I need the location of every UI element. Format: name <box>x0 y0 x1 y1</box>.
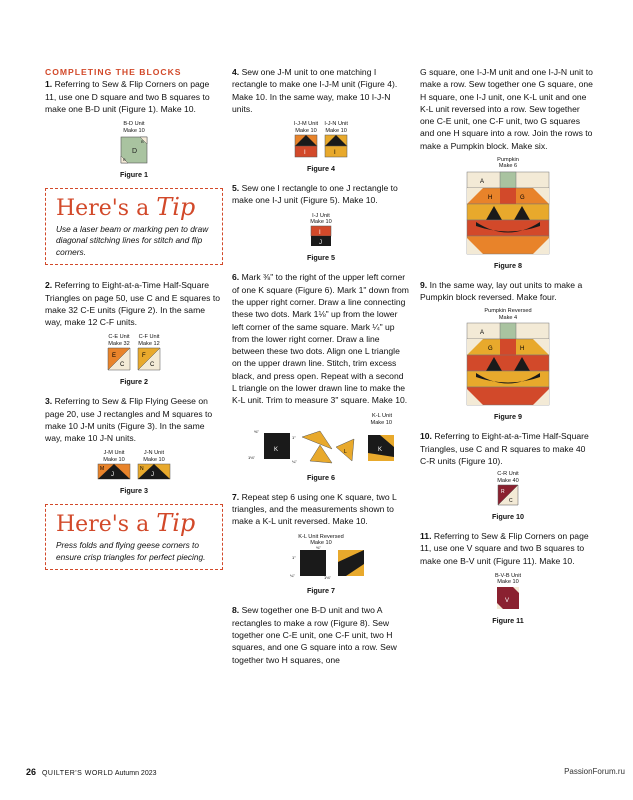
ijm-unit <box>294 121 318 161</box>
svg-text:1": 1" <box>292 555 296 561</box>
jn-unit-diagram <box>137 463 171 480</box>
page-number: 26 <box>26 767 37 777</box>
ce-unit <box>107 334 131 374</box>
svg-text:H: H <box>488 194 493 201</box>
jn-unit <box>137 450 171 483</box>
pumpkin-reversed-block-diagram <box>466 322 550 406</box>
tip-title <box>56 195 214 221</box>
svg-text:K: K <box>274 446 279 453</box>
svg-text:L: L <box>344 448 347 455</box>
unit-label: J-N Unit <box>143 450 165 457</box>
unit-label: I-J-N Unit <box>324 121 348 128</box>
unit-label: J-M Unit <box>103 450 125 457</box>
svg-text:R: R <box>501 489 505 495</box>
step-text: Referring to Eight-at-a-Time Half-Square Triangles, use C and R squares to make 40 C-R units (Figure 10). <box>420 431 589 466</box>
tip-text: Press folds and flying geese corners to ensure crisp triangles for perfect piecing. <box>56 540 206 562</box>
step-number: 3. <box>45 396 53 407</box>
svg-text:V: V <box>505 597 510 604</box>
svg-text:N: N <box>140 466 144 473</box>
step-text: Referring to Sew & Flip Corners on page 11, use one D square and two B squares to make one B-D unit (Figure 1). Make 10. <box>45 79 210 114</box>
ijm-unit-diagram <box>294 134 318 158</box>
figure-caption: Figure 1 <box>120 170 148 179</box>
step-text: In the same way, lay out units to make a Pumpkin block reversed. Make four. <box>420 279 583 303</box>
unit-make: Make 10 <box>295 127 317 134</box>
unit-label: I-J Unit <box>312 212 330 219</box>
figure-2 <box>45 334 223 385</box>
column-3 <box>420 66 596 634</box>
unit-label: K-L Unit Reversed <box>298 533 344 540</box>
svg-text:⅜": ⅜" <box>316 546 321 551</box>
svg-text:G: G <box>488 346 493 353</box>
svg-text:1": 1" <box>292 434 296 440</box>
step-6 <box>232 271 410 406</box>
magazine-name: QUILTER'S WORLD <box>41 770 114 777</box>
tip-title-text: Here's a <box>56 196 150 221</box>
svg-text:C: C <box>150 362 155 369</box>
unit-label: C-R Unit <box>497 471 519 478</box>
figure-caption: Figure 11 <box>492 615 524 625</box>
step-number: 11. <box>420 531 432 541</box>
column-1 <box>45 66 223 584</box>
figure-5 <box>232 213 410 262</box>
step-number: 5. <box>232 183 240 193</box>
figure-11 <box>420 573 596 624</box>
svg-text:¼": ¼" <box>292 458 297 464</box>
step-number: 10. <box>420 431 432 442</box>
cf-unit <box>137 334 161 374</box>
issue-name: Autumn 2023 <box>114 770 157 777</box>
tip-word: Tip <box>156 193 196 221</box>
svg-text:E: E <box>112 353 117 360</box>
step-number: 1. <box>45 79 53 90</box>
unit-make: Make 10 <box>325 127 347 134</box>
step-number: 9. <box>420 279 428 290</box>
figure-3 <box>45 450 223 494</box>
unit-make: Make 6 <box>498 163 518 170</box>
step-5 <box>232 182 410 207</box>
step-text: Referring to Eight-at-a-Time Half-Square Triangles on page 50, use C and E squares to make 32 C-E units (Figure 2). In the same way, make 12 C-F units. <box>45 280 221 328</box>
unit-label: K-L Unit <box>372 412 392 419</box>
ijn-unit <box>324 121 348 161</box>
unit-label: Pumpkin <box>497 157 519 164</box>
svg-text:J: J <box>111 472 114 479</box>
step-2 <box>45 279 223 328</box>
page-footer <box>26 767 157 777</box>
figure-1 <box>45 121 223 178</box>
figure-4 <box>232 121 410 172</box>
svg-text:¼": ¼" <box>290 573 295 579</box>
svg-text:B: B <box>123 157 126 162</box>
kl-unit-diagram <box>236 427 406 467</box>
figure-caption: Figure 2 <box>120 377 148 387</box>
figure-caption: Figure 8 <box>494 260 522 270</box>
step-text: Sew together one B-D unit and two A rectangles to make a row (Figure 8). Sew together one C-E unit, one C-F unit, two H squares, and one G square into a row. Sew together two H squares, one <box>232 605 397 665</box>
kl-unit-reversed-diagram <box>266 546 376 580</box>
figure-caption: Figure 7 <box>307 586 335 596</box>
step-number: 8. <box>232 605 240 616</box>
svg-text:A: A <box>480 330 485 337</box>
step-9 <box>420 279 596 304</box>
unit-make: Make 10 <box>370 419 392 426</box>
jm-unit <box>97 450 131 483</box>
svg-text:M: M <box>100 466 105 473</box>
tip-box-1 <box>45 188 223 265</box>
unit-label: B-D Unit <box>123 121 145 128</box>
figure-9 <box>420 308 596 420</box>
figure-10 <box>420 471 596 520</box>
unit-make: Make 10 <box>103 456 125 463</box>
step-text: Referring to Sew & Flip Corners on page 11, use one V square and two B squares to make one B-V unit (Figure 11). Make 10. <box>420 531 589 566</box>
tip-title <box>56 511 214 537</box>
step-number: 6. <box>232 272 240 283</box>
unit-make: Make 4 <box>498 314 518 321</box>
svg-text:B: B <box>141 139 144 144</box>
tip-box-2 <box>45 504 223 570</box>
unit-make: Make 40 <box>497 477 519 484</box>
column-2 <box>232 66 410 666</box>
figure-caption: Figure 3 <box>120 486 148 496</box>
step-4 <box>232 66 410 115</box>
step-3 <box>45 395 223 444</box>
svg-text:A: A <box>480 178 485 185</box>
step-text: Referring to Sew & Flip Flying Geese on page 20, use J rectangles and M squares to make 10 J-M units (Figure 3). In the same way, make 10 J-N units. <box>45 396 213 444</box>
unit-make: Make 12 <box>138 340 160 347</box>
step-text: Mark ⅜" to the right of the upper left corner of one K square (Figure 6). Mark 1" down from the upper right corner. Draw a line connecting these two dots. Mark 1⅛" up from the lower left corner of the same square. Mark ¼" up from the lower right corner. Draw a line between these two dots. Align one L triangle on the upper drawn line. Stitch, trim excess black, and press open. Repeat with a second L triangle on the lower drawn line to make the K-L unit. Trim to measure 3" square. Make 10. <box>232 272 409 406</box>
step-8 <box>232 604 410 665</box>
watermark: PassionForum.ru <box>564 767 625 776</box>
svg-text:F: F <box>142 353 146 360</box>
svg-text:⅜": ⅜" <box>254 428 259 434</box>
svg-text:1⅛": 1⅛" <box>248 454 255 460</box>
step-text: Sew one J-M unit to one matching I rectangle to make one I-J-M unit (Figure 4). Make 10. In the same way, make 10 I-J-N units. <box>232 67 398 114</box>
unit-make: Make 32 <box>108 340 130 347</box>
unit-make: Make 10 <box>497 579 519 586</box>
figure-caption: Figure 9 <box>494 412 522 422</box>
ce-unit-diagram <box>107 347 131 371</box>
svg-text:1⅛": 1⅛" <box>324 575 331 581</box>
step-number: 7. <box>232 491 240 502</box>
svg-text:D: D <box>132 148 138 155</box>
step-11 <box>420 530 596 567</box>
unit-make: Make 10 <box>143 456 165 463</box>
bd-unit-diagram <box>120 136 148 164</box>
step-10 <box>420 430 596 467</box>
unit-label: B-V-B Unit <box>494 572 522 579</box>
tip-title-text: Here's a <box>56 512 150 538</box>
svg-text:I: I <box>334 150 336 156</box>
svg-text:I: I <box>319 230 321 237</box>
step-number: 4. <box>232 67 240 77</box>
svg-text:G: G <box>520 194 525 201</box>
step-text: Sew one I rectangle to one J rectangle to make one I-J unit (Figure 5). Make 10. <box>232 183 398 206</box>
tip-text: Use a laser beam or marking pen to draw diagonal stitching lines for stitch and flip corners. <box>56 224 209 257</box>
step-8-continued: G square, one I-J-M unit and one I-J-N unit to make a row. Sew together one G square, one H square, one I-J unit, one K-L unit and one K-L unit reversed into a row. Sew together one C-E unit, one C-F unit, two G squares and one H square into a row. Join the rows to make a Pumpkin block. Make six. <box>420 67 593 151</box>
svg-text:C: C <box>120 362 125 369</box>
svg-text:J: J <box>151 472 154 479</box>
svg-text:I: I <box>304 150 306 156</box>
unit-label: C-F Unit <box>138 334 160 341</box>
pumpkin-block-diagram <box>466 171 550 255</box>
ij-unit-diagram <box>310 225 332 247</box>
figure-7 <box>232 534 410 595</box>
ijn-unit-diagram <box>324 134 348 158</box>
figure-caption: Figure 5 <box>307 253 335 263</box>
unit-label: I-J-M Unit <box>293 121 319 128</box>
unit-make: Make 10 <box>310 219 332 225</box>
unit-label: Pumpkin Reversed <box>484 308 532 315</box>
figure-caption: Figure 10 <box>492 512 524 521</box>
bvb-unit-diagram <box>496 586 520 610</box>
cr-unit-diagram <box>497 484 519 506</box>
step-1 <box>45 78 223 115</box>
unit-make: Make 10 <box>123 127 145 134</box>
step-7 <box>232 491 410 528</box>
tip-word: Tip <box>156 509 196 538</box>
figure-caption: Figure 6 <box>307 472 335 482</box>
step-number: 2. <box>45 280 53 291</box>
cf-unit-diagram <box>137 347 161 371</box>
svg-text:C: C <box>509 498 513 504</box>
svg-text:H: H <box>520 346 525 353</box>
figure-8 <box>420 157 596 269</box>
svg-text:K: K <box>378 446 383 453</box>
figure-caption: Figure 4 <box>307 164 335 173</box>
step-text: Repeat step 6 using one K square, two L triangles, and the measurements shown to make a K-L unit reversed. Make 10. <box>232 491 397 527</box>
jm-unit-diagram <box>97 463 131 480</box>
unit-make: Make 10 <box>310 539 332 546</box>
svg-text:J: J <box>319 240 322 247</box>
section-heading: COMPLETING THE BLOCKS <box>45 67 182 77</box>
figure-6 <box>232 413 410 481</box>
unit-label: C-E Unit <box>108 334 130 341</box>
